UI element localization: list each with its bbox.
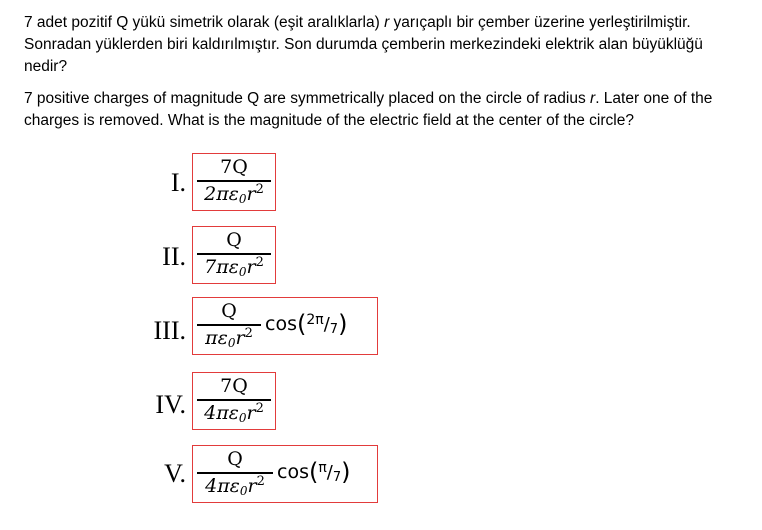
option-2-label: II.: [162, 242, 186, 271]
option-5-cos-factor: cos($^\pi$/7): [277, 458, 351, 486]
option-1-denominator: $2\pi\varepsilon_0r^2$: [204, 181, 264, 206]
question-text-turkish: 7 adet pozitif Q yükü simetrik olarak (eşit aralıklarla) r yarıçaplı bir çember üzerine yerleştirilmiştir. Sonradan yüklerden biri kaldırılmıştır. Son durumda çemberin merkezindeki elektrik alan büyüklüğü nedir?: [24, 14, 703, 75]
option-1-label: I.: [170, 168, 186, 197]
option-3-denominator: $\pi\varepsilon_0r^2$: [205, 325, 253, 350]
question-text-english: 7 positive charges of magnitude Q are symmetrically placed on the circle of radius r. Later one of the charges is removed. What is the magnitude of the electric field at the center of the circle?: [24, 90, 713, 129]
option-3-formula-box[interactable]: [192, 297, 378, 355]
option-5-fraction: [197, 446, 273, 498]
option-3-fraction: [197, 298, 261, 350]
option-4-fraction: [197, 373, 271, 425]
option-5-denominator: $4\pi\varepsilon_0r^2$: [205, 473, 265, 498]
option-4-denominator: $4\pi\varepsilon_0r^2$: [204, 400, 264, 425]
option-1-formula-box[interactable]: [192, 153, 276, 211]
option-1-numerator: 7Q: [220, 156, 248, 178]
option-5-numerator: Q: [227, 448, 243, 470]
option-5-label: V.: [164, 459, 186, 488]
option-2-formula-box[interactable]: [192, 226, 276, 284]
option-3-numerator: Q: [221, 300, 237, 322]
option-4-label: IV.: [155, 390, 186, 419]
option-3-label: III.: [153, 316, 186, 345]
option-5-formula-box[interactable]: [192, 445, 378, 503]
option-2-fraction: [197, 227, 271, 279]
option-4-numerator: 7Q: [220, 375, 248, 397]
option-2-numerator: Q: [226, 229, 242, 251]
option-3-cos-factor: cos($^{2\pi}$/7): [265, 310, 348, 338]
option-2-denominator: $7\pi\varepsilon_0r^2$: [204, 254, 264, 279]
option-4-formula-box[interactable]: [192, 372, 276, 430]
option-1-fraction: [197, 154, 271, 206]
